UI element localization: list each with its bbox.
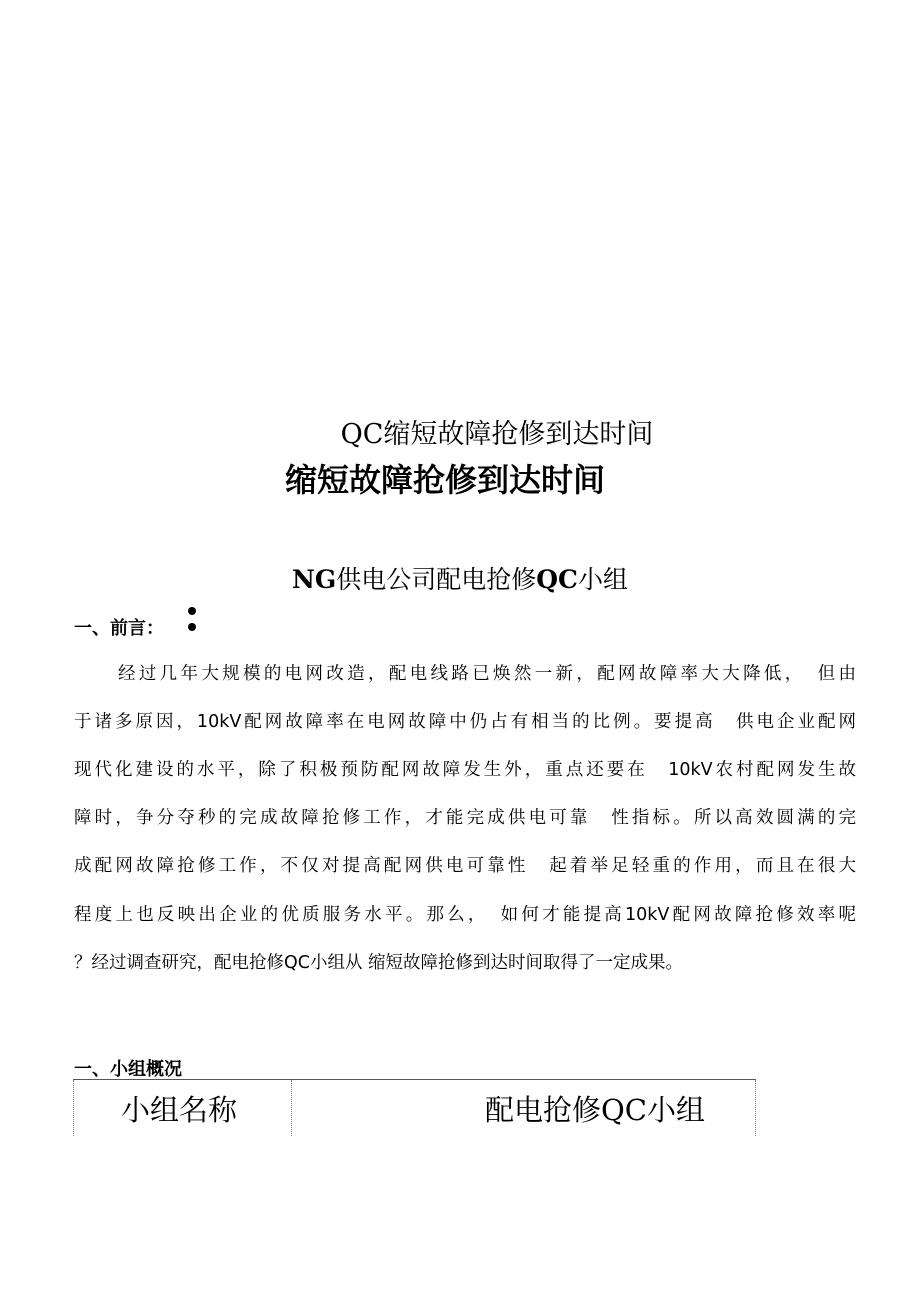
- table-value-group-name: 配电抢修QC小组: [485, 1093, 705, 1127]
- preface-line: 经过几年大规模的电网改造，配电线路已焕然一新，配网故障率大大降低， 但由: [118, 664, 856, 684]
- preface-line: 程度上也反映出企业的优质服务水平。那么， 如何才能提高10kV配网故障抢修效率呢: [74, 905, 856, 925]
- subtitle-suffix: 小组: [577, 565, 628, 594]
- group-info-table: [73, 1079, 756, 1135]
- bullet-dots-icon: [188, 607, 198, 633]
- subtitle-qc: QC: [536, 565, 578, 594]
- preface-line: ？经过调查研究，配电抢修QC小组从 缩短故障抢修到达时间取得了一定成果。: [74, 953, 684, 973]
- table-label-group-name: 小组名称: [121, 1093, 238, 1127]
- document-title-small: QC缩短故障抢修到达时间: [340, 419, 654, 450]
- table-border-left: [73, 1080, 74, 1136]
- group-overview-heading: 一、小组概况: [74, 1059, 182, 1080]
- document-subtitle: [0, 560, 920, 596]
- preface-line: 障时，争分夺秒的完成故障抢修工作，才能完成供电可靠 性指标。所以高效圆满的完: [74, 808, 856, 828]
- preface-line: 成配网故障抢修工作，不仅对提高配网供电可靠性 起着举足轻重的作用，而且在很大: [74, 856, 856, 876]
- table-divider: [291, 1080, 292, 1136]
- preface-line: 现代化建设的水平，除了积极预防配网故障发生外，重点还要在 10kV农村配网发生故: [74, 760, 856, 780]
- preface-line: 于诸多原因，10kV配网故障率在电网故障中仍占有相当的比例。要提高 供电企业配网: [74, 712, 856, 732]
- subtitle-prefix: NG: [292, 565, 337, 594]
- table-border-right: [755, 1080, 756, 1136]
- document-title: 缩短故障抢修到达时间: [284, 461, 605, 499]
- subtitle-middle: 供电公司配电抢修: [336, 565, 537, 594]
- preface-heading: 一、前言：: [74, 618, 164, 639]
